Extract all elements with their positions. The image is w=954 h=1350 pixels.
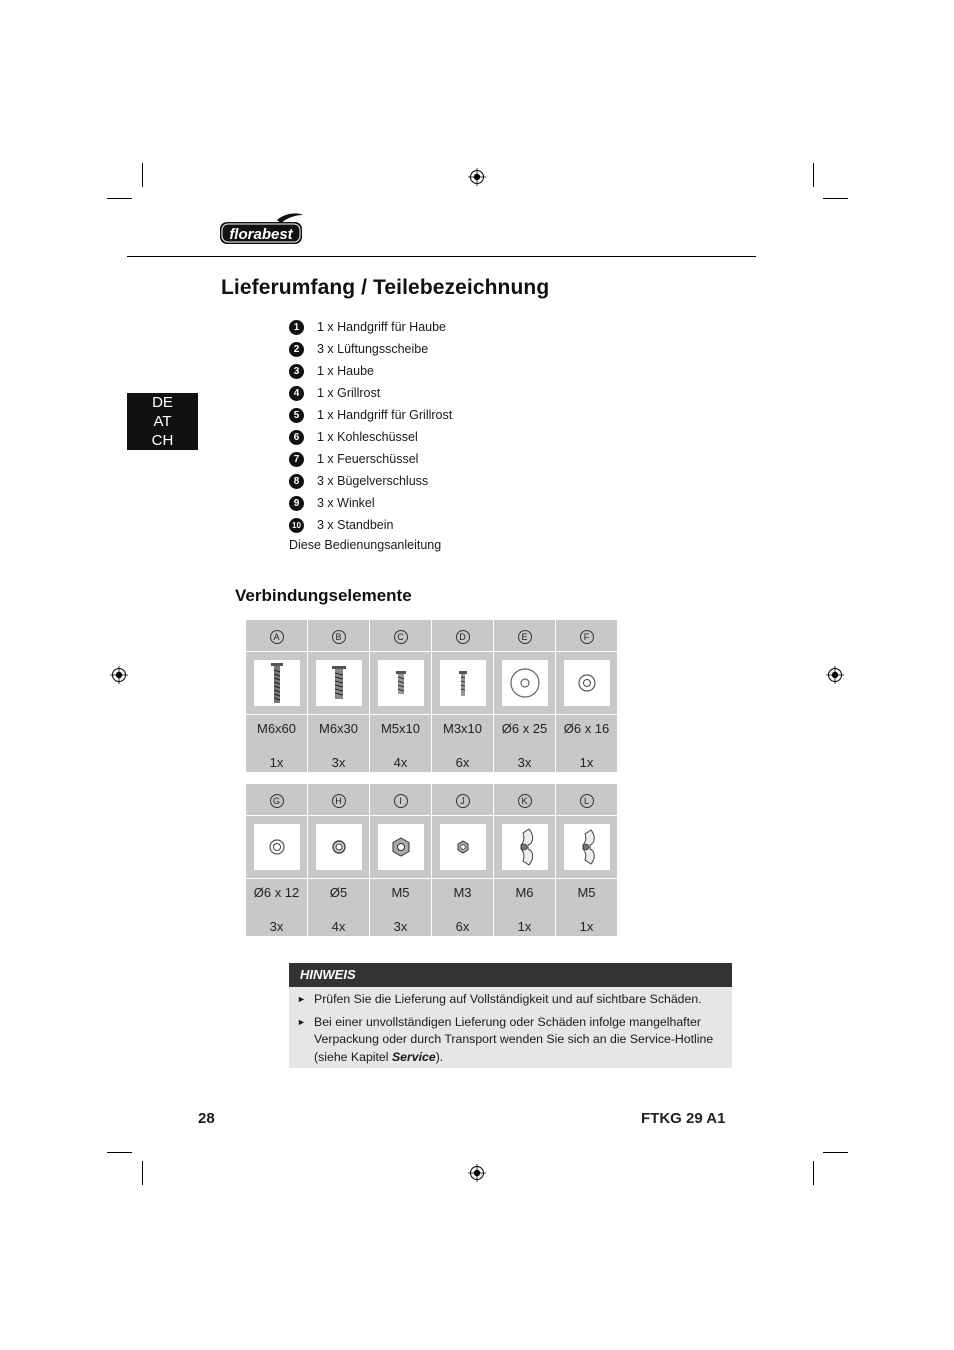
large-washer-icon xyxy=(502,660,548,706)
table-cell xyxy=(246,879,308,937)
table-cell xyxy=(246,816,308,879)
fastener-qty: 1x xyxy=(579,755,594,770)
registration-mark-icon xyxy=(468,1164,486,1182)
fastener-spec: Ø6 x 25 xyxy=(501,721,548,736)
table-cell xyxy=(432,879,494,937)
registration-mark-icon xyxy=(468,168,486,186)
table-cell xyxy=(556,715,618,773)
short-screw-icon xyxy=(378,660,424,706)
fastener-qty: 3x xyxy=(331,755,346,770)
fastener-qty: 3x xyxy=(517,755,532,770)
table-cell xyxy=(494,784,556,816)
crop-mark xyxy=(107,198,132,199)
part-label: 3 x Bügelverschluss xyxy=(317,474,429,488)
crop-mark xyxy=(823,1152,848,1153)
table-cell xyxy=(432,816,494,879)
fastener-qty: 6x xyxy=(455,755,470,770)
notice-box xyxy=(289,963,732,1068)
table-cell xyxy=(308,715,370,773)
washer-icon xyxy=(564,660,610,706)
fastener-spec: M3 xyxy=(453,885,472,900)
part-label: 3 x Standbein xyxy=(317,518,394,532)
crop-mark xyxy=(813,1161,814,1185)
notice-text-end: ). xyxy=(435,1049,444,1064)
lang-ch: CH xyxy=(151,432,174,449)
notice-text: Prüfen Sie die Lieferung auf Vollständigkeit und auf sichtbare Schäden. xyxy=(314,992,702,1006)
wing-nut-icon xyxy=(564,824,610,870)
fastener-spec: M5 xyxy=(391,885,410,900)
fastener-spec: M5 xyxy=(577,885,596,900)
part-number-badge: 8 xyxy=(289,474,304,489)
fastener-qty: 3x xyxy=(269,919,284,934)
list-item xyxy=(289,448,452,470)
part-number-badge: 5 xyxy=(289,408,304,423)
table-cell xyxy=(370,652,432,715)
crop-mark xyxy=(142,1161,143,1185)
part-label: 1 x Kohleschüssel xyxy=(317,430,418,444)
part-number-badge: 4 xyxy=(289,386,304,401)
part-number-badge: 9 xyxy=(289,496,304,511)
notice-item xyxy=(297,991,722,1009)
fastener-qty: 1x xyxy=(517,919,532,934)
crop-mark xyxy=(142,163,143,187)
notice-text: Bei einer unvollständigen Lieferung oder Schäden infolge mangelhafter Verpackung oder durch Transport wenden Sie sich an die Service-Hotline (siehe Kapitel xyxy=(314,1014,714,1064)
list-item xyxy=(289,426,452,448)
fastener-letter: D xyxy=(456,630,470,644)
crop-mark xyxy=(813,163,814,187)
table-cell xyxy=(432,715,494,773)
page-number: 28 xyxy=(198,1110,215,1127)
fastener-letter: L xyxy=(580,794,594,808)
list-item xyxy=(289,492,452,514)
list-item xyxy=(289,360,452,382)
long-bolt-icon xyxy=(254,660,300,706)
table-cell xyxy=(370,784,432,816)
fastener-spec: M6 xyxy=(515,885,534,900)
table-cell xyxy=(308,620,370,652)
table-cell xyxy=(556,879,618,937)
list-item xyxy=(289,470,452,492)
fastener-qty: 1x xyxy=(579,919,594,934)
wing-nut-icon xyxy=(502,824,548,870)
list-item xyxy=(289,514,452,536)
crop-mark xyxy=(107,1152,132,1153)
part-label: 3 x Lüftungsscheibe xyxy=(317,342,429,356)
fastener-letter: C xyxy=(394,630,408,644)
table-cell xyxy=(308,879,370,937)
fastener-spec: Ø5 xyxy=(329,885,348,900)
table-cell xyxy=(246,784,308,816)
fastener-spec: Ø6 x 12 xyxy=(253,885,300,900)
fastener-table-1 xyxy=(245,619,618,773)
list-item xyxy=(289,338,452,360)
table-cell xyxy=(494,816,556,879)
table-cell xyxy=(432,652,494,715)
page-title: Lieferumfang / Teilebezeichnung xyxy=(221,276,550,299)
fastener-letter: B xyxy=(332,630,346,644)
fastener-letter: K xyxy=(518,794,532,808)
part-number-badge: 10 xyxy=(289,518,304,533)
fastener-spec: M6x30 xyxy=(318,721,359,736)
fastener-letter: G xyxy=(270,794,284,808)
spring-washer-icon xyxy=(316,824,362,870)
table-cell xyxy=(556,620,618,652)
fastener-qty: 6x xyxy=(455,919,470,934)
registration-mark-icon xyxy=(826,666,844,684)
table-cell xyxy=(556,652,618,715)
section-title: Verbindungselemente xyxy=(235,586,412,605)
table-cell xyxy=(494,879,556,937)
fastener-spec: M5x10 xyxy=(380,721,421,736)
bolt-icon xyxy=(316,660,362,706)
table-cell xyxy=(308,784,370,816)
model-number: FTKG 29 A1 xyxy=(641,1110,726,1127)
table-cell xyxy=(432,784,494,816)
part-label: 1 x Grillrost xyxy=(317,386,381,400)
table-cell xyxy=(556,816,618,879)
header-rule xyxy=(127,256,756,257)
table-cell xyxy=(494,620,556,652)
arrow-right-icon: ► xyxy=(297,994,306,1004)
parts-list xyxy=(289,316,452,536)
manual-line: Diese Bedienungsanleitung xyxy=(289,538,442,552)
table-cell xyxy=(246,620,308,652)
crop-mark xyxy=(823,198,848,199)
fastener-qty: 4x xyxy=(393,755,408,770)
logo-wordmark: florabest xyxy=(229,226,293,243)
part-number-badge: 2 xyxy=(289,342,304,357)
table-cell xyxy=(494,715,556,773)
small-hex-nut-icon xyxy=(440,824,486,870)
part-number-badge: 6 xyxy=(289,430,304,445)
table-cell xyxy=(432,620,494,652)
table-cell xyxy=(246,715,308,773)
table-cell xyxy=(370,620,432,652)
list-item xyxy=(289,382,452,404)
registration-mark-icon xyxy=(110,666,128,684)
part-label: 1 x Feuerschüssel xyxy=(317,452,419,466)
part-number-badge: 7 xyxy=(289,452,304,467)
fastener-qty: 1x xyxy=(269,755,284,770)
table-cell xyxy=(370,816,432,879)
part-label: 1 x Haube xyxy=(317,364,374,378)
table-cell xyxy=(308,816,370,879)
table-cell xyxy=(494,652,556,715)
fastener-spec: M6x60 xyxy=(256,721,297,736)
fastener-letter: I xyxy=(394,794,408,808)
fastener-letter: F xyxy=(580,630,594,644)
fastener-qty: 4x xyxy=(331,919,346,934)
fastener-qty: 3x xyxy=(393,919,408,934)
notice-chapter-ref: Service xyxy=(391,1049,436,1064)
table-cell xyxy=(246,652,308,715)
table-cell xyxy=(370,879,432,937)
lang-at: AT xyxy=(153,413,172,430)
fastener-letter: E xyxy=(518,630,532,644)
part-number-badge: 3 xyxy=(289,364,304,379)
fastener-letter: J xyxy=(456,794,470,808)
arrow-right-icon: ► xyxy=(297,1016,306,1027)
table-cell xyxy=(370,715,432,773)
notice-heading: HINWEIS xyxy=(289,963,732,987)
small-washer-icon xyxy=(254,824,300,870)
part-label: 1 x Handgriff für Haube xyxy=(317,320,447,334)
fastener-letter: A xyxy=(270,630,284,644)
list-item xyxy=(289,316,452,338)
lang-de: DE xyxy=(152,394,173,411)
fastener-letter: H xyxy=(332,794,346,808)
fastener-table-2 xyxy=(245,783,618,937)
part-label: 1 x Handgriff für Grillrost xyxy=(317,408,453,422)
small-screw-icon xyxy=(440,660,486,706)
table-cell xyxy=(308,652,370,715)
table-cell xyxy=(556,784,618,816)
part-label: 3 x Winkel xyxy=(317,496,375,510)
list-item xyxy=(289,404,452,426)
fastener-spec: Ø6 x 16 xyxy=(563,721,610,736)
language-tab xyxy=(127,393,198,450)
fastener-spec: M3x10 xyxy=(442,721,483,736)
notice-item xyxy=(297,1014,722,1067)
hex-nut-icon xyxy=(378,824,424,870)
part-number-badge: 1 xyxy=(289,320,304,335)
florabest-logo xyxy=(219,212,305,246)
